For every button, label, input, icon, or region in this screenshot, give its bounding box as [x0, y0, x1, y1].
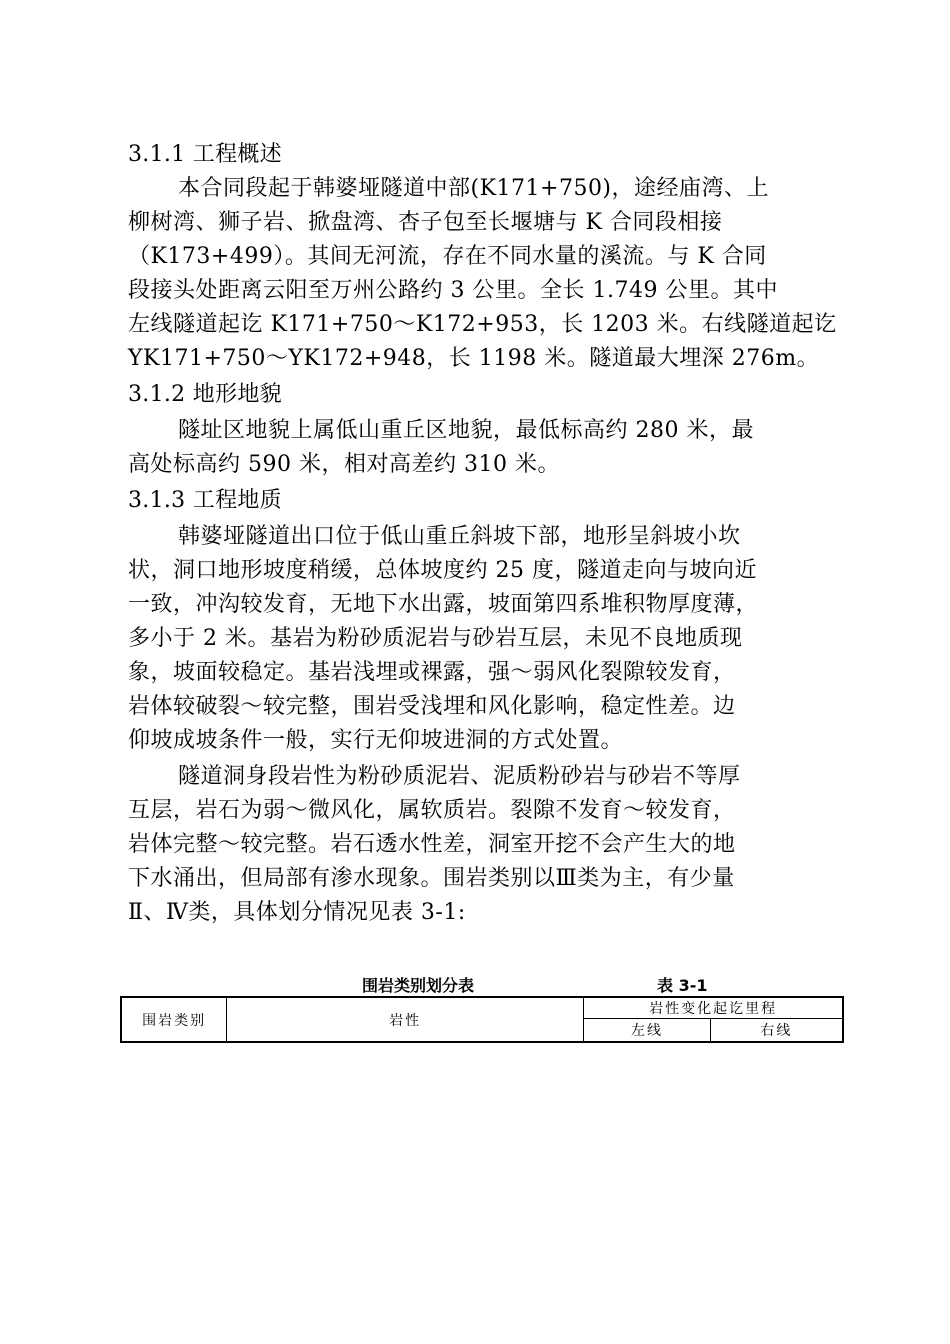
header-left-line: 左线: [584, 1019, 711, 1043]
paragraph-line: 隧道洞身段岩性为粉砂质泥岩、泥质粉砂岩与砂岩不等厚: [178, 764, 741, 789]
paragraph-line: YK171+750～YK172+948，长 1198 米。隧道最大埋深 276m。: [128, 346, 820, 371]
paragraph-line: 岩体较破裂～较完整，围岩受浅埋和风化影响，稳定性差。边: [128, 694, 736, 719]
rock-classification-table: [120, 996, 844, 1043]
section-heading-overview: 3.1.1 工程概述: [128, 142, 282, 167]
paragraph-line: 下水涌出，但局部有渗水现象。围岩类别以Ⅲ类为主，有少量: [128, 866, 735, 891]
paragraph-line: 柳树湾、狮子岩、掀盘湾、杏子包至长堰塘与 K 合同段相接: [128, 210, 723, 235]
header-lithology: 岩性: [227, 997, 584, 1042]
paragraph-line: 多小于 2 米。基岩为粉砂质泥岩与砂岩互层，未见不良地质现: [128, 626, 743, 651]
paragraph-line: 状，洞口地形坡度稍缓，总体坡度约 25 度，隧道走向与坡向近: [128, 558, 757, 583]
table-number: 表 3-1: [657, 976, 708, 995]
paragraph-line: （K173+499）。其间无河流，存在不同水量的溪流。与 K 合同: [128, 244, 767, 269]
paragraph-line: 左线隧道起讫 K171+750～K172+953，长 1203 米。右线隧道起讫: [128, 312, 837, 337]
paragraph-line: 隧址区地貌上属低山重丘区地貌，最低标高约 280 米，最: [178, 418, 754, 443]
paragraph-line: Ⅱ、Ⅳ类，具体划分情况见表 3-1:: [128, 900, 466, 925]
table-title: 围岩类别划分表: [362, 976, 475, 995]
paragraph-line: 段接头处距离云阳至万州公路约 3 公里。全长 1.749 公里。其中: [128, 278, 778, 303]
paragraph-line: 韩婆垭隧道出口位于低山重丘斜坡下部，地形呈斜坡小坎: [178, 524, 741, 549]
header-mileage: 岩性变化起讫里程: [584, 997, 843, 1019]
header-right-line: 右线: [710, 1019, 843, 1043]
section-heading-terrain: 3.1.2 地形地貌: [128, 382, 282, 407]
paragraph-line: 一致，冲沟较发育，无地下水出露，坡面第四系堆积物厚度薄，: [128, 592, 759, 617]
paragraph-line: 象，坡面较稳定。基岩浅埋或裸露，强～弱风化裂隙较发育，: [128, 660, 736, 685]
paragraph-line: 互层，岩石为弱～微风化，属软质岩。裂隙不发育～较发育，: [128, 798, 736, 823]
section-heading-geology: 3.1.3 工程地质: [128, 488, 282, 513]
header-category: 围岩类别: [121, 997, 227, 1042]
paragraph-line: 高处标高约 590 米，相对高差约 310 米。: [128, 452, 560, 477]
paragraph-line: 岩体完整～较完整。岩石透水性差，洞室开挖不会产生大的地: [128, 832, 736, 857]
table-header-row: [121, 997, 843, 1019]
paragraph-line: 仰坡成坡条件一般，实行无仰坡进洞的方式处置。: [128, 728, 624, 753]
paragraph-line: 本合同段起于韩婆垭隧道中部(K171+750)，途经庙湾、上: [178, 176, 770, 201]
